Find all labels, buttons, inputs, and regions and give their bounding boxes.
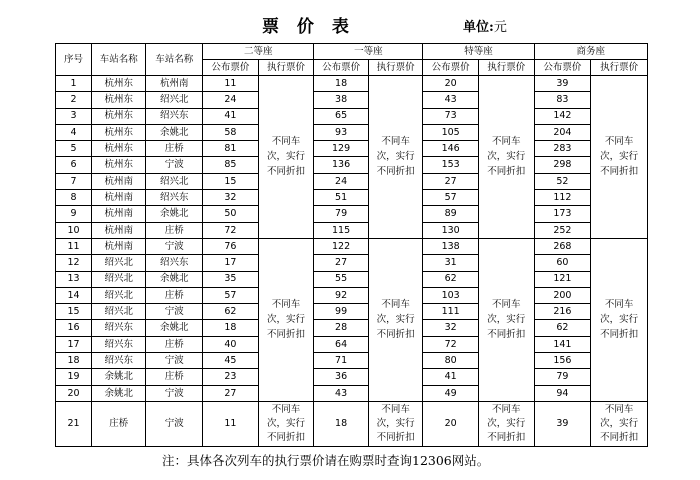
table-row: [56, 271, 648, 287]
published-fare-premium: 111: [423, 304, 479, 320]
footer-note: 注：具体各次列车的执行票价请在购票时查询12306网站。: [162, 453, 490, 468]
row-number: 7: [56, 173, 92, 189]
table-row: [56, 222, 648, 238]
row-number: 11: [56, 238, 92, 254]
header-first-class: 一等座: [314, 44, 423, 60]
published-fare-second: 18: [203, 320, 259, 336]
station-from: 绍兴东: [91, 336, 146, 352]
station-from: 杭州南: [91, 173, 146, 189]
note-line: 次，实行: [376, 417, 415, 429]
header-executed: 执行票价: [368, 60, 423, 76]
station-to: 庄桥: [146, 336, 203, 352]
published-fare-premium: 27: [423, 173, 479, 189]
fare-table-body: [56, 76, 648, 447]
executed-fare-note-business: [591, 238, 648, 401]
row-number: 5: [56, 141, 92, 157]
note-line: 次，实行: [487, 314, 526, 326]
published-fare-first: 28: [314, 320, 369, 336]
published-fare-business: 142: [534, 108, 591, 124]
station-from: 杭州南: [91, 206, 146, 222]
published-fare-first: 27: [314, 255, 369, 271]
executed-fare-note-first: [368, 76, 423, 239]
published-fare-premium: 62: [423, 271, 479, 287]
table-row: [56, 206, 648, 222]
unit-label-text: 单位:: [463, 20, 494, 35]
executed-fare-note-premium: [478, 238, 534, 401]
published-fare-business: 52: [534, 173, 591, 189]
published-fare-premium: 80: [423, 353, 479, 369]
station-from: 绍兴北: [91, 255, 146, 271]
published-fare-business: 216: [534, 304, 591, 320]
note-line: 不同折扣: [376, 329, 415, 341]
station-to: 庄桥: [146, 222, 203, 238]
executed-fare-note-second: [258, 238, 314, 401]
station-to: 余姚北: [146, 271, 203, 287]
published-fare-second: 32: [203, 190, 259, 206]
published-fare-business: 204: [534, 124, 591, 140]
header-business-class: 商务座: [534, 44, 647, 60]
row-number: 13: [56, 271, 92, 287]
header-published: 公布票价: [534, 60, 591, 76]
published-fare-second: 76: [203, 238, 259, 254]
note-line: 次，实行: [600, 151, 639, 163]
header-executed: 执行票价: [591, 60, 648, 76]
note-line: 不同车: [604, 136, 634, 148]
table-row: [56, 190, 648, 206]
station-from: 余姚北: [91, 369, 146, 385]
row-number: 8: [56, 190, 92, 206]
published-fare-business: 141: [534, 336, 591, 352]
note-line: 不同折扣: [600, 166, 639, 178]
published-fare-second: 24: [203, 92, 259, 108]
unit-label: [463, 16, 507, 35]
header-published: 公布票价: [314, 60, 369, 76]
row-number: 6: [56, 157, 92, 173]
note-line: 不同折扣: [600, 329, 639, 341]
header-second-class: 二等座: [203, 44, 314, 60]
published-fare-first: 93: [314, 124, 369, 140]
station-from: 绍兴北: [91, 304, 146, 320]
executed-fare-note-second: [258, 76, 314, 239]
table-row: [56, 287, 648, 303]
note-line: 不同折扣: [487, 431, 526, 443]
executed-fare-note-second: [258, 401, 314, 446]
note-line: 不同折扣: [376, 431, 415, 443]
header-row-1: [56, 44, 648, 60]
note-line: 不同车: [604, 403, 634, 415]
table-row: [56, 92, 648, 108]
published-fare-first: 92: [314, 287, 369, 303]
row-number: 17: [56, 336, 92, 352]
station-to: 宁波: [146, 385, 203, 401]
station-to: 宁波: [146, 401, 203, 446]
executed-fare-note-premium: [478, 401, 534, 446]
published-fare-first: 122: [314, 238, 369, 254]
note-line: 不同折扣: [487, 166, 526, 178]
header-station-from: 车站名称: [91, 44, 146, 76]
station-to: 绍兴东: [146, 108, 203, 124]
station-to: 庄桥: [146, 141, 203, 157]
published-fare-business: 283: [534, 141, 591, 157]
published-fare-second: 15: [203, 173, 259, 189]
note-line: 次，实行: [376, 314, 415, 326]
executed-fare-note-first: [368, 238, 423, 401]
executed-fare-note-business: [591, 76, 648, 239]
published-fare-first: 51: [314, 190, 369, 206]
published-fare-business: 173: [534, 206, 591, 222]
note-line: 不同车: [271, 299, 301, 311]
published-fare-first: 18: [314, 401, 369, 446]
page-title: 票 价 表: [262, 17, 355, 37]
table-row: [56, 320, 648, 336]
note-line: 次，实行: [600, 417, 639, 429]
table-row: [56, 141, 648, 157]
row-number: 9: [56, 206, 92, 222]
station-from: 绍兴北: [91, 271, 146, 287]
published-fare-premium: 57: [423, 190, 479, 206]
header-executed: 执行票价: [258, 60, 314, 76]
published-fare-premium: 105: [423, 124, 479, 140]
station-from: 杭州南: [91, 222, 146, 238]
published-fare-first: 79: [314, 206, 369, 222]
published-fare-second: 27: [203, 385, 259, 401]
published-fare-first: 71: [314, 353, 369, 369]
table-row: [56, 353, 648, 369]
note-line: 次，实行: [267, 314, 306, 326]
note-line: 次，实行: [487, 151, 526, 163]
published-fare-premium: 146: [423, 141, 479, 157]
published-fare-premium: 72: [423, 336, 479, 352]
note-line: 不同折扣: [267, 329, 306, 341]
header-station-to: 车站名称: [146, 44, 203, 76]
row-number: 16: [56, 320, 92, 336]
row-number: 20: [56, 385, 92, 401]
published-fare-first: 65: [314, 108, 369, 124]
note-line: 不同折扣: [267, 166, 306, 178]
station-to: 杭州南: [146, 76, 203, 92]
executed-fare-note-business: [591, 401, 648, 446]
row-number: 10: [56, 222, 92, 238]
note-line: 不同车: [492, 299, 521, 311]
published-fare-first: 99: [314, 304, 369, 320]
station-to: 绍兴东: [146, 190, 203, 206]
note-line: 次，实行: [487, 417, 526, 429]
table-row: [56, 401, 648, 446]
table-row: [56, 255, 648, 271]
published-fare-premium: 32: [423, 320, 479, 336]
note-line: 不同车: [492, 136, 521, 148]
header-executed: 执行票价: [478, 60, 534, 76]
station-from: 绍兴东: [91, 320, 146, 336]
table-row: [56, 336, 648, 352]
published-fare-business: 298: [534, 157, 591, 173]
table-row: [56, 369, 648, 385]
published-fare-second: 81: [203, 141, 259, 157]
row-number: 15: [56, 304, 92, 320]
published-fare-second: 40: [203, 336, 259, 352]
published-fare-second: 85: [203, 157, 259, 173]
published-fare-second: 11: [203, 401, 259, 446]
note-line: 次，实行: [267, 151, 306, 163]
published-fare-premium: 73: [423, 108, 479, 124]
station-from: 杭州东: [91, 124, 146, 140]
note-line: 不同折扣: [376, 166, 415, 178]
table-row: [56, 238, 648, 254]
published-fare-premium: 20: [423, 76, 479, 92]
executed-fare-note-premium: [478, 76, 534, 239]
table-row: [56, 108, 648, 124]
station-from: 杭州南: [91, 238, 146, 254]
note-line: 次，实行: [267, 417, 306, 429]
published-fare-business: 39: [534, 76, 591, 92]
note-line: 不同车: [271, 403, 301, 415]
station-from: 庄桥: [91, 401, 146, 446]
station-to: 宁波: [146, 353, 203, 369]
published-fare-premium: 103: [423, 287, 479, 303]
header-premium-class: 特等座: [423, 44, 534, 60]
published-fare-business: 39: [534, 401, 591, 446]
executed-fare-note-first: [368, 401, 423, 446]
published-fare-premium: 49: [423, 385, 479, 401]
row-number: 1: [56, 76, 92, 92]
published-fare-second: 11: [203, 76, 259, 92]
published-fare-first: 24: [314, 173, 369, 189]
published-fare-business: 156: [534, 353, 591, 369]
published-fare-premium: 153: [423, 157, 479, 173]
published-fare-second: 35: [203, 271, 259, 287]
published-fare-business: 252: [534, 222, 591, 238]
row-number: 21: [56, 401, 92, 446]
station-from: 绍兴东: [91, 353, 146, 369]
station-to: 绍兴北: [146, 92, 203, 108]
published-fare-business: 94: [534, 385, 591, 401]
table-row: [56, 385, 648, 401]
station-from: 杭州南: [91, 190, 146, 206]
station-from: 绍兴北: [91, 287, 146, 303]
published-fare-premium: 43: [423, 92, 479, 108]
header-seq: 序号: [56, 44, 92, 76]
table-row: [56, 173, 648, 189]
published-fare-premium: 31: [423, 255, 479, 271]
published-fare-premium: 41: [423, 369, 479, 385]
published-fare-first: 64: [314, 336, 369, 352]
published-fare-business: 121: [534, 271, 591, 287]
published-fare-second: 45: [203, 353, 259, 369]
station-from: 杭州东: [91, 141, 146, 157]
row-number: 3: [56, 108, 92, 124]
row-number: 12: [56, 255, 92, 271]
published-fare-second: 17: [203, 255, 259, 271]
published-fare-second: 72: [203, 222, 259, 238]
row-number: 4: [56, 124, 92, 140]
note-line: 不同车: [381, 136, 410, 148]
published-fare-business: 79: [534, 369, 591, 385]
published-fare-premium: 138: [423, 238, 479, 254]
note-line: 不同折扣: [487, 329, 526, 341]
note-line: 不同折扣: [267, 431, 306, 443]
published-fare-premium: 20: [423, 401, 479, 446]
published-fare-business: 112: [534, 190, 591, 206]
published-fare-first: 36: [314, 369, 369, 385]
station-to: 余姚北: [146, 320, 203, 336]
station-from: 杭州东: [91, 76, 146, 92]
row-number: 19: [56, 369, 92, 385]
station-from: 余姚北: [91, 385, 146, 401]
published-fare-second: 62: [203, 304, 259, 320]
station-to: 庄桥: [146, 369, 203, 385]
published-fare-premium: 130: [423, 222, 479, 238]
published-fare-business: 200: [534, 287, 591, 303]
note-line: 不同车: [271, 136, 301, 148]
station-to: 宁波: [146, 304, 203, 320]
published-fare-business: 62: [534, 320, 591, 336]
station-to: 宁波: [146, 157, 203, 173]
published-fare-first: 38: [314, 92, 369, 108]
station-to: 绍兴东: [146, 255, 203, 271]
station-from: 杭州东: [91, 157, 146, 173]
published-fare-first: 136: [314, 157, 369, 173]
station-from: 杭州东: [91, 92, 146, 108]
published-fare-business: 83: [534, 92, 591, 108]
published-fare-first: 115: [314, 222, 369, 238]
published-fare-first: 55: [314, 271, 369, 287]
published-fare-business: 60: [534, 255, 591, 271]
published-fare-second: 41: [203, 108, 259, 124]
station-to: 宁波: [146, 238, 203, 254]
note-line: 不同车: [381, 299, 410, 311]
row-number: 18: [56, 353, 92, 369]
note-line: 不同车: [381, 403, 410, 415]
station-to: 余姚北: [146, 206, 203, 222]
table-row: [56, 124, 648, 140]
published-fare-second: 57: [203, 287, 259, 303]
header-published: 公布票价: [203, 60, 259, 76]
row-number: 14: [56, 287, 92, 303]
published-fare-second: 23: [203, 369, 259, 385]
note-line: 不同车: [604, 299, 634, 311]
fare-table: [55, 43, 648, 447]
note-line: 不同车: [492, 403, 521, 415]
row-number: 2: [56, 92, 92, 108]
note-line: 不同折扣: [600, 431, 639, 443]
station-from: 杭州东: [91, 108, 146, 124]
published-fare-premium: 89: [423, 206, 479, 222]
published-fare-first: 43: [314, 385, 369, 401]
published-fare-second: 58: [203, 124, 259, 140]
published-fare-first: 18: [314, 76, 369, 92]
station-to: 庄桥: [146, 287, 203, 303]
published-fare-first: 129: [314, 141, 369, 157]
unit-value: 元: [493, 20, 507, 35]
table-row: [56, 304, 648, 320]
table-row: [56, 76, 648, 92]
station-to: 绍兴北: [146, 173, 203, 189]
note-line: 次，实行: [600, 314, 639, 326]
station-to: 余姚北: [146, 124, 203, 140]
header-published: 公布票价: [423, 60, 479, 76]
published-fare-second: 50: [203, 206, 259, 222]
published-fare-business: 268: [534, 238, 591, 254]
table-row: [56, 157, 648, 173]
note-line: 次，实行: [376, 151, 415, 163]
